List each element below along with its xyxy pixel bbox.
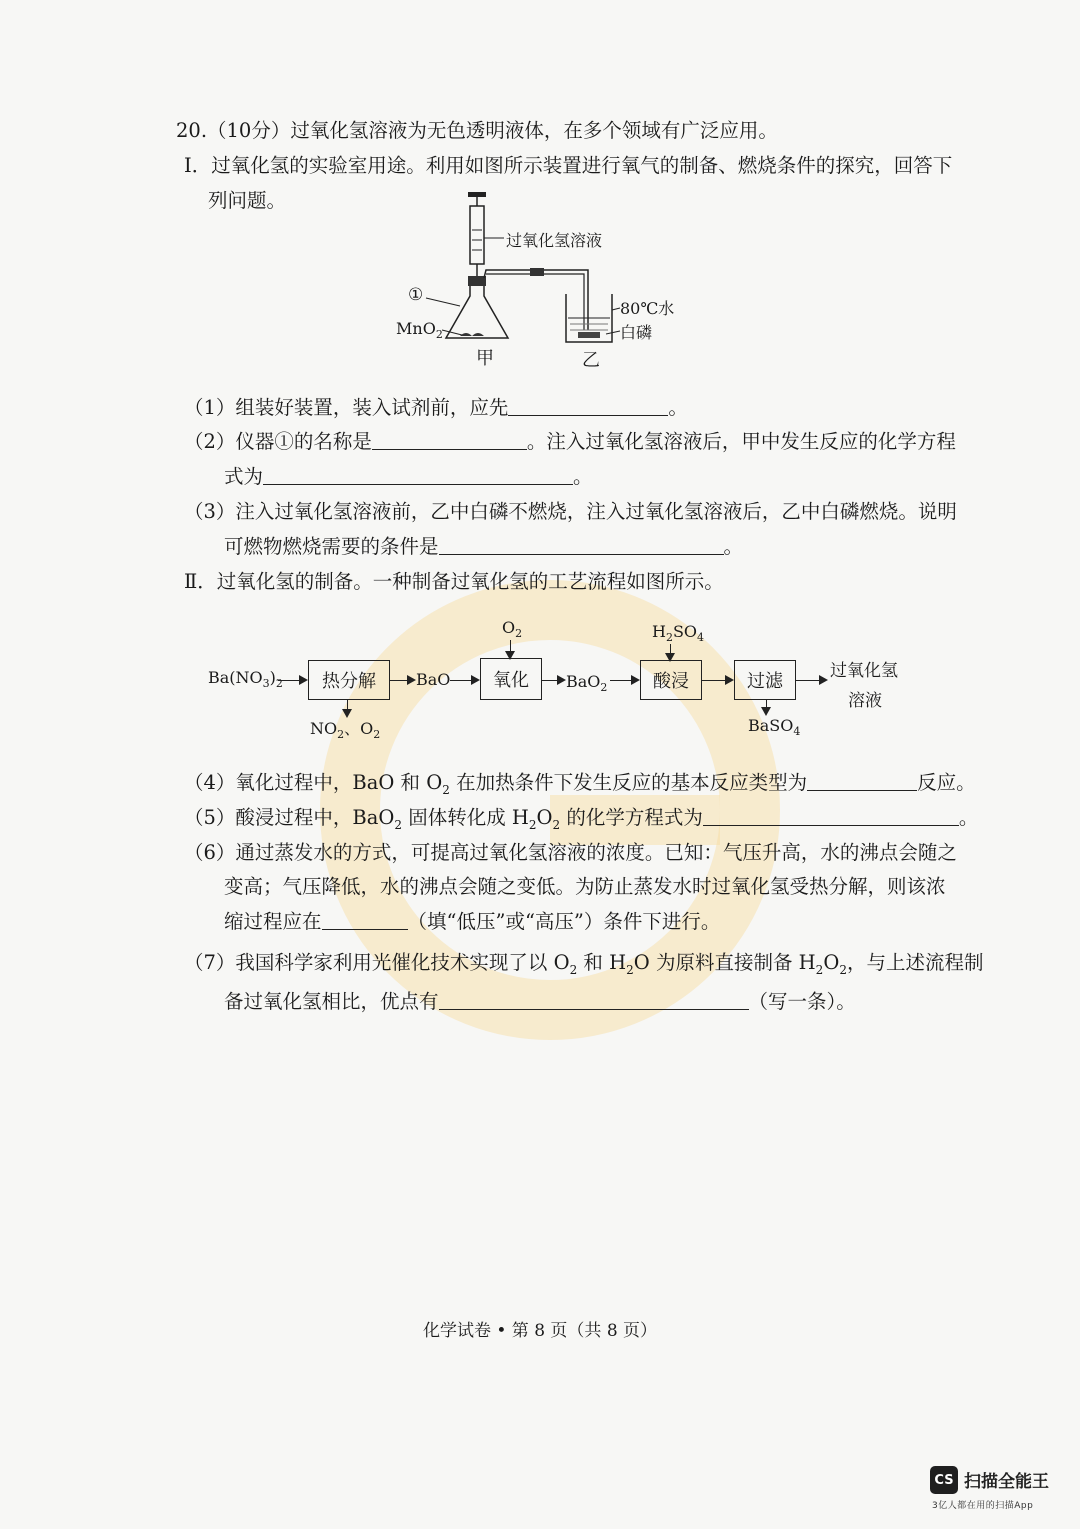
answer-blank-2a[interactable] <box>372 429 527 450</box>
scanner-app-tagline: 3亿人都在用的扫描App <box>932 1501 1034 1511</box>
apparatus-figure <box>380 190 700 375</box>
answer-blank-2b[interactable] <box>263 464 573 485</box>
scanner-app-logo <box>930 1462 1070 1512</box>
answer-blank-3[interactable] <box>439 534 724 555</box>
camscanner-icon: CS <box>930 1466 958 1494</box>
flow-arrow-3 <box>450 680 478 681</box>
flow-baso4-output: BaSO$_4$ <box>748 716 801 739</box>
question-6-line3: 缩过程应在 （填“低压”或“高压”）条件下进行。 <box>224 910 721 933</box>
white-phosphorus <box>578 332 600 338</box>
flow-arrow-down-3 <box>670 644 671 660</box>
flow-arrow-5 <box>610 680 638 681</box>
process-flowchart <box>200 612 920 742</box>
part1-intro-line2: 列问题。 <box>208 189 287 212</box>
answer-blank-1[interactable] <box>508 395 668 416</box>
flow-bao2: BaO$_2$ <box>566 672 608 695</box>
flow-bao: BaO <box>416 670 451 689</box>
answer-blank-7[interactable] <box>439 989 749 1010</box>
delivery-tube <box>484 270 588 330</box>
part2-intro: Ⅱ．过氧化氢的制备。一种制备过氧化氢的工艺流程如图所示。 <box>184 570 724 593</box>
flow-arrow-6 <box>702 680 732 681</box>
flow-arrow-7 <box>796 680 826 681</box>
question-3-line1: （3）注入过氧化氢溶液前，乙中白磷不燃烧，注入过氧化氢溶液后，乙中白磷燃烧。说明 <box>184 500 957 523</box>
flow-arrow-1 <box>278 680 306 681</box>
flask-jia-label: 甲 <box>476 348 494 369</box>
answer-blank-5[interactable] <box>703 805 959 826</box>
box-thermal-decomposition: 热分解 <box>308 660 390 700</box>
box-acid-leaching: 酸浸 <box>640 660 702 700</box>
conical-flask <box>446 284 508 338</box>
question-7-line1: （7）我国科学家利用光催化技术实现了以 $O_2$ 和 $H_2O$ 为原料直接制备 $H_2O_2$，与上述流程制 <box>184 951 984 977</box>
page-footer: 化学试卷 • 第 8 页（共 8 页） <box>422 1321 658 1341</box>
question-7-line2: 备过氧化氢相比，优点有 （写一条）。 <box>224 990 856 1013</box>
flow-o2-input: $O_2$ <box>502 618 523 641</box>
question-5: （5）酸浸过程中，BaO$_2$ 固体转化成 $H_2O_2$ 的化学方程式为 。 <box>184 806 979 832</box>
question-2-line2: 式为 。 <box>224 465 593 488</box>
phosphorus-label: 白磷 <box>620 323 653 342</box>
question-6-line1: （6）通过蒸发水的方式，可提高过氧化氢溶液的浓度。已知：气压升高，水的沸点会随之 <box>184 841 957 864</box>
box-oxidation: 氧化 <box>480 658 542 700</box>
beaker-yi-label: 乙 <box>582 350 600 371</box>
scanner-app-name: 扫描全能王 <box>964 1472 1049 1492</box>
part1-intro-line1: Ⅰ．过氧化氢的实验室用途。利用如图所示装置进行氧气的制备、燃烧条件的探究，回答下 <box>184 154 953 177</box>
question-6-line2: 变高；气压降低，水的沸点会随之变低。为防止蒸发水时过氧化氢受热分解，则该浓 <box>224 875 946 898</box>
flow-byproduct-gases: $NO_2$、$O_2$ <box>310 719 381 742</box>
flow-arrow-down-1 <box>347 700 348 716</box>
water-label: 80℃水 <box>620 299 675 318</box>
flow-product-line1: 过氧化氢 <box>830 661 898 681</box>
box-filtration: 过滤 <box>734 660 796 700</box>
flow-start-material: $Ba(NO_3)_2$ <box>208 668 283 691</box>
flow-arrow-2 <box>390 680 414 681</box>
instrument-number-label: ① <box>408 285 424 305</box>
reagent-label: 过氧化氢溶液 <box>506 231 603 250</box>
answer-blank-6[interactable] <box>322 909 408 930</box>
question-4: （4）氧化过程中，BaO 和 $O_2$ 在加热条件下发生反应的基本反应类型为 反应。 <box>184 771 976 797</box>
question-1: （1）组装好装置，装入试剂前，应先 。 <box>184 396 688 419</box>
flow-arrow-4 <box>542 680 564 681</box>
mno2-label: MnO$_2$ <box>396 319 443 341</box>
flow-h2so4-input: $H_2SO_4$ <box>652 622 705 645</box>
answer-blank-4[interactable] <box>807 770 917 791</box>
question-2-line1: （2）仪器①的名称是 。注入过氧化氢溶液后，甲中发生反应的化学方程 <box>184 430 956 453</box>
flow-arrow-down-2 <box>510 640 511 658</box>
mno2-solid <box>460 333 484 336</box>
question-3-line2: 可燃物燃烧需要的条件是 。 <box>224 535 744 558</box>
question-header: 20.（10分）过氧化氢溶液为无色透明液体，在多个领域有广泛应用。 <box>176 119 778 142</box>
flow-product-line2: 溶液 <box>848 691 882 711</box>
flow-arrow-down-4 <box>766 700 767 714</box>
syringe-barrel <box>470 206 484 264</box>
